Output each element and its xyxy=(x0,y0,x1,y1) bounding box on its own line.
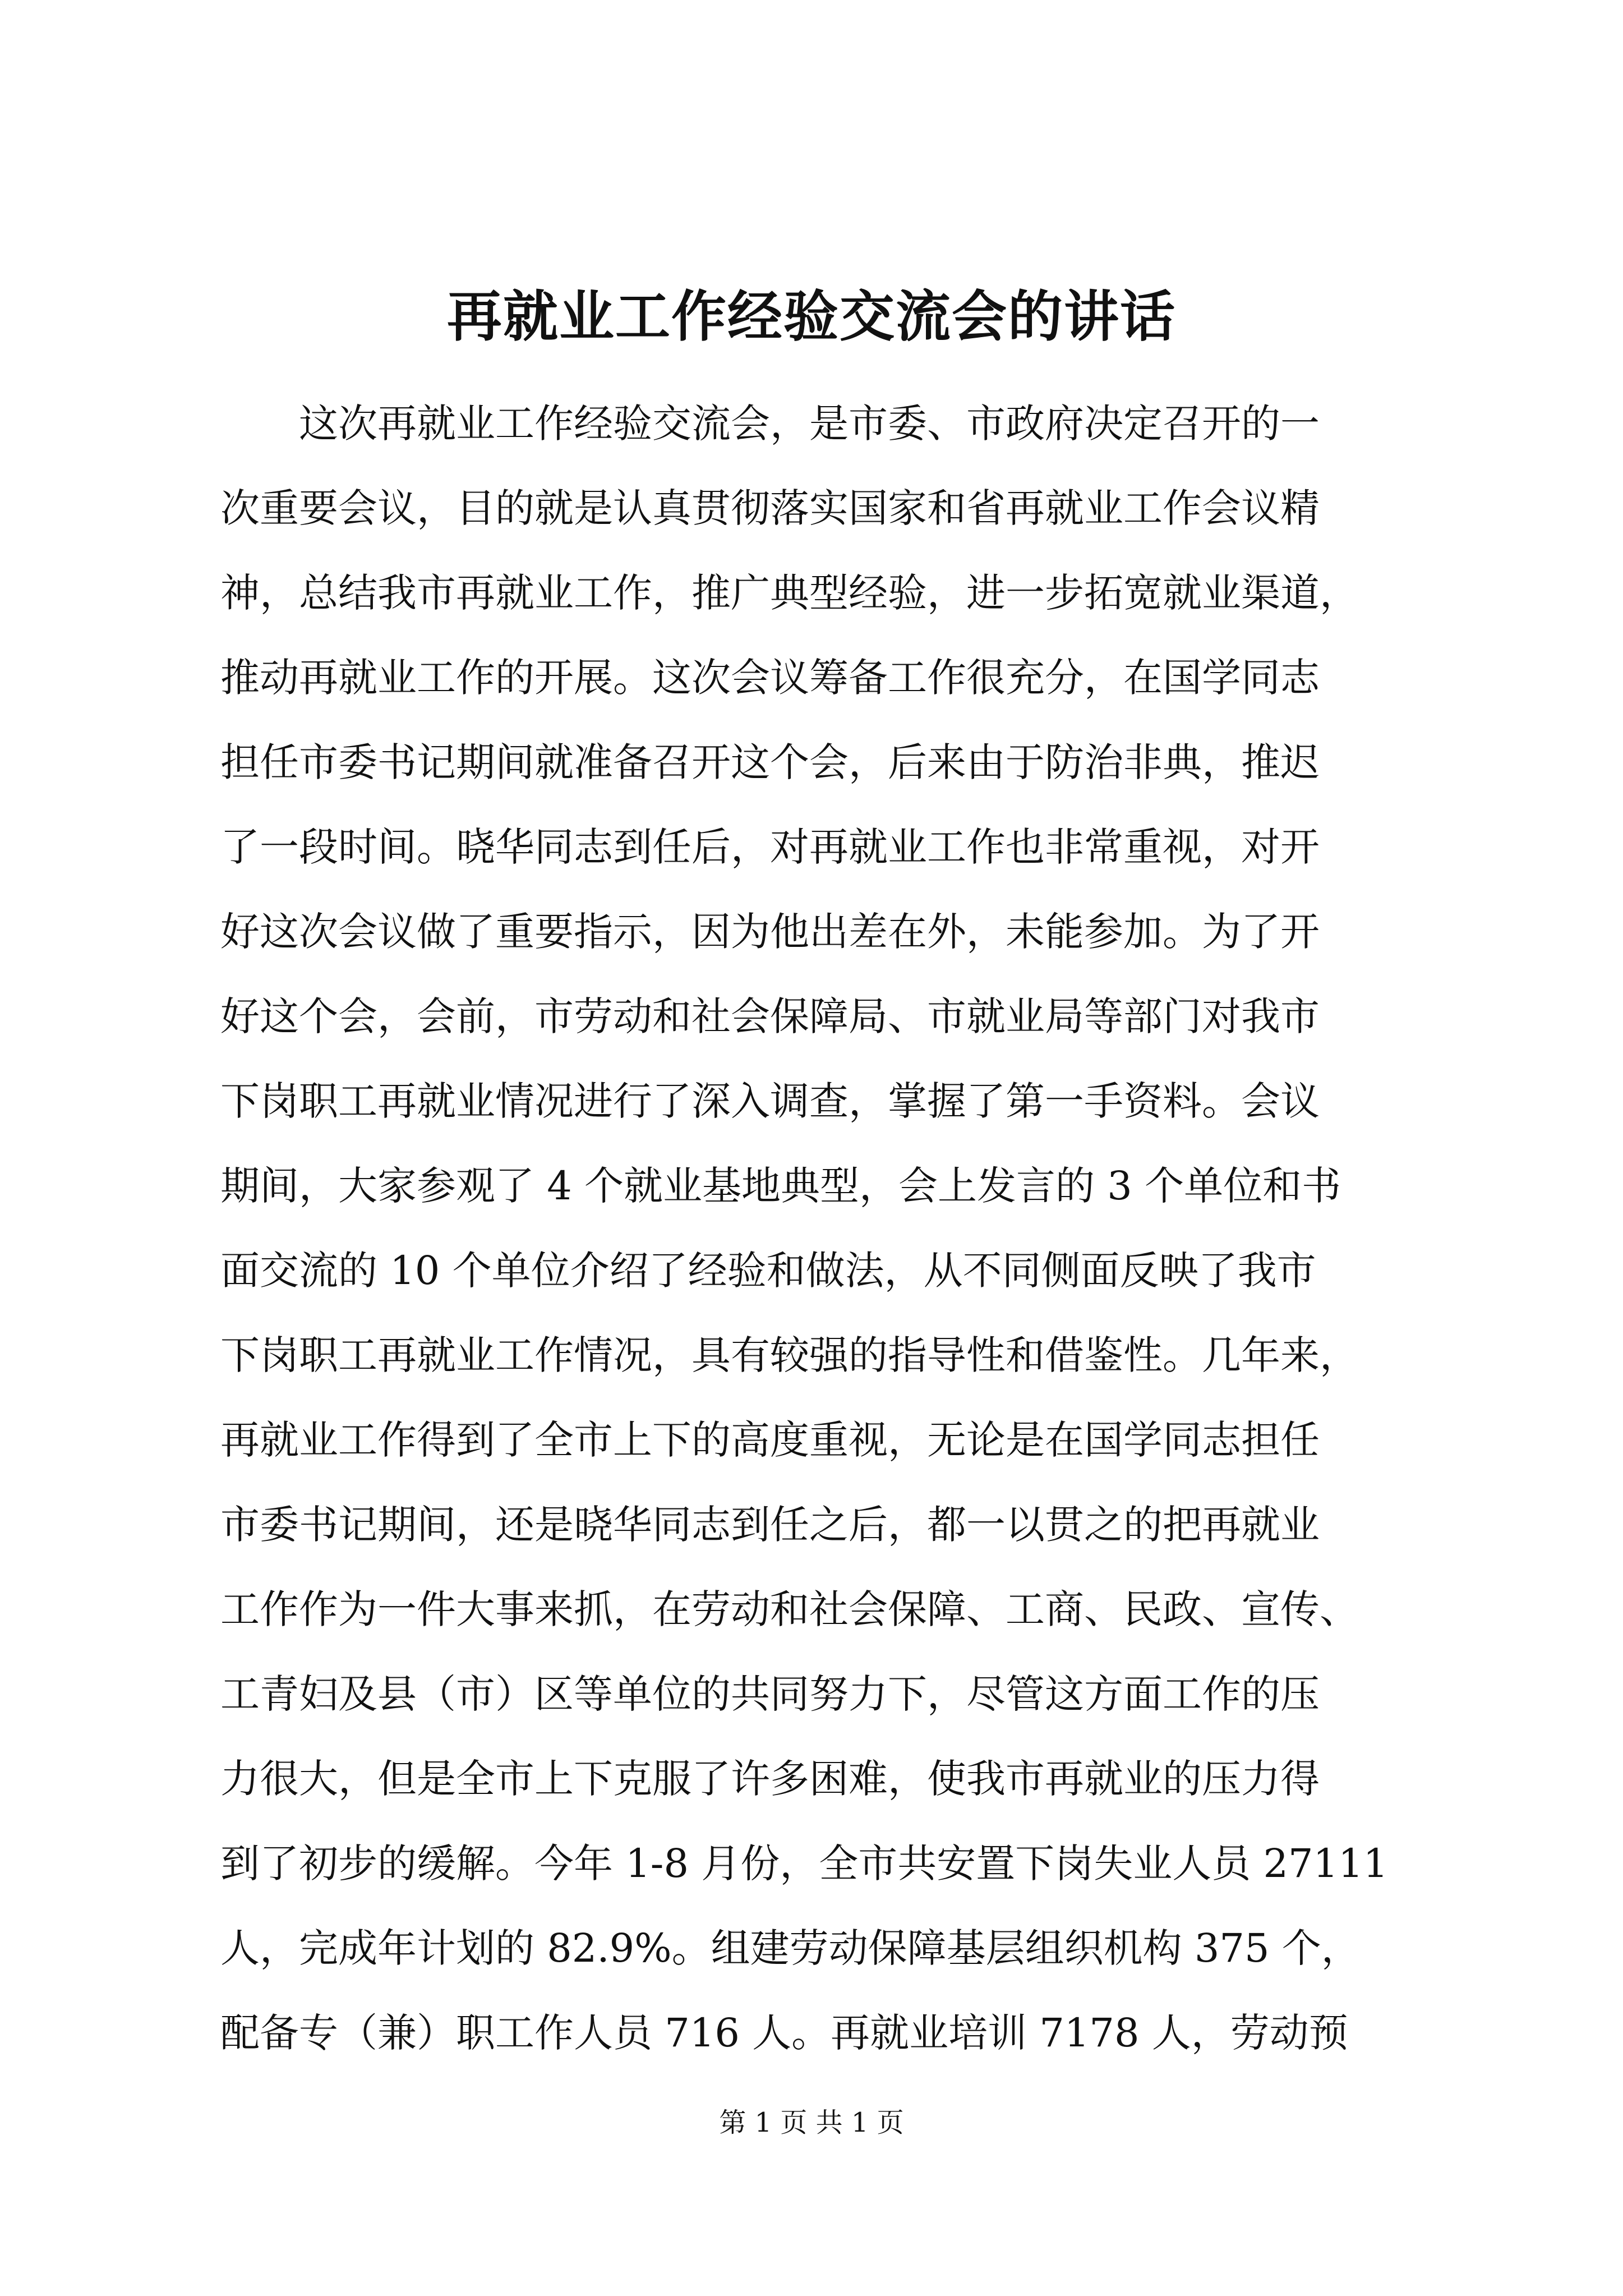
body-line: 到了初步的缓解。今年 1-8 月份，全市共安置下岗失业人员 27111 xyxy=(220,1841,1389,1887)
body-line: 下岗职工再就业情况进行了深入调查，掌握了第一手资料。会议 xyxy=(220,1078,1320,1124)
body-line: 工作作为一件大事来抓，在劳动和社会保障、工商、民政、宣传、 xyxy=(220,1586,1359,1632)
body-line: 市委书记期间，还是晓华同志到任之后，都一以贯之的把再就业 xyxy=(220,1502,1320,1548)
document-body xyxy=(220,381,1443,2076)
body-line: 次重要会议，目的就是认真贯彻落实国家和省再就业工作会议精 xyxy=(220,485,1320,531)
body-line: 人，完成年计划的 82.9%。组建劳动保障基层组织机构 375 个， xyxy=(220,1925,1361,1971)
body-line: 面交流的 10 个单位介绍了经验和做法，从不同侧面反映了我市 xyxy=(220,1248,1316,1294)
document-title: 再就业工作经验交流会的讲话 xyxy=(446,284,1176,349)
body-line: 神，总结我市再就业工作，推广典型经验，进一步拓宽就业渠道， xyxy=(220,570,1359,616)
body-line: 好这次会议做了重要指示，因为他出差在外，未能参加。为了开 xyxy=(220,909,1320,955)
body-line: 力很大，但是全市上下克服了许多困难，使我市再就业的压力得 xyxy=(220,1756,1320,1802)
body-line: 了一段时间。晓华同志到任后，对再就业工作也非常重视，对开 xyxy=(220,824,1320,870)
body-line: 好这个会，会前，市劳动和社会保障局、市就业局等部门对我市 xyxy=(220,993,1320,1039)
body-line: 担任市委书记期间就准备召开这个会，后来由于防治非典，推迟 xyxy=(220,739,1320,785)
page-number: 第 1 页 共 1 页 xyxy=(719,2107,904,2138)
body-line: 推动再就业工作的开展。这次会议筹备工作很充分，在国学同志 xyxy=(220,655,1320,701)
body-line: 配备专（兼）职工作人员 716 人。再就业培训 7178 人，劳动预 xyxy=(220,2010,1348,2056)
body-line: 再就业工作得到了全市上下的高度重视，无论是在国学同志担任 xyxy=(220,1417,1320,1463)
body-line: 这次再就业工作经验交流会，是市委、市政府决定召开的一 xyxy=(299,401,1320,447)
body-line: 下岗职工再就业工作情况，具有较强的指导性和借鉴性。几年来， xyxy=(220,1332,1359,1378)
body-line: 期间，大家参观了 4 个就业基地典型，会上发言的 3 个单位和书 xyxy=(220,1163,1341,1209)
body-line: 工青妇及县（市）区等单位的共同努力下，尽管这方面工作的压 xyxy=(220,1671,1320,1717)
